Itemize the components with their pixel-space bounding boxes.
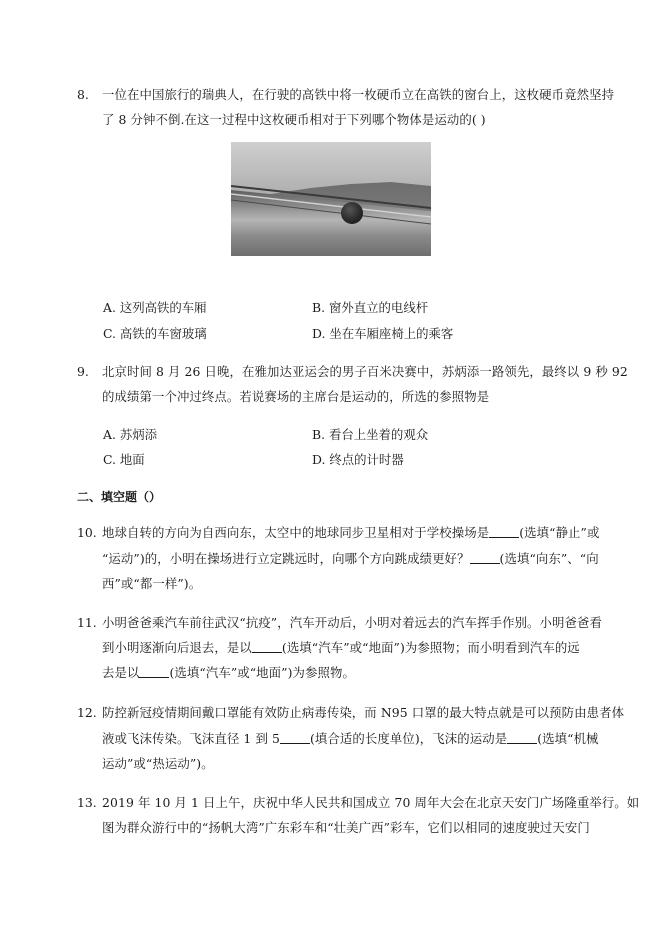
answer-blank[interactable] [280, 731, 310, 744]
q9-option-d[interactable]: D. 终点的计时器 [312, 452, 404, 467]
q8-option-d[interactable]: D. 坐在车厢座椅上的乘客 [312, 326, 454, 341]
question-number-10: 10. [77, 525, 97, 540]
answer-blank[interactable] [470, 551, 500, 564]
question-9-text-line1: 北京时间 8 月 26 日晚，在雅加达亚运会的男子百米决赛中，苏炳添一路领先，最终以 9 秒 92 [102, 364, 628, 379]
q8-option-c[interactable]: C. 高铁的车窗玻璃 [103, 326, 207, 341]
answer-blank[interactable] [139, 665, 169, 678]
question-number-9: 9. [77, 364, 89, 379]
question-13-text-line1: 2019 年 10 月 1 日上午，庆祝中华人民共和国成立 70 周年大会在北京天安门广场隆重举行。如 [102, 795, 640, 810]
q9-option-c[interactable]: C. 地面 [103, 452, 145, 467]
answer-blank[interactable] [252, 640, 282, 653]
question-8-text-line1: 一位在中国旅行的瑞典人，在行驶的高铁中将一枚硬币立在高铁的窗台上，这枚硬币竟然坚持 [102, 87, 615, 102]
question-10-text-line2: “运动”)的，小明在操场进行立定跳远时，向哪个方向跳成绩更好？ (选填“向东”、“向 [102, 551, 599, 566]
question-9-text-line2: 的成绩第一个冲过终点。若说赛场的主席台是运动的，所选的参照物是 [102, 389, 490, 404]
question-12-text-line1: 防控新冠疫情期间戴口罩能有效防止病毒传染，而 N95 口罩的最大特点就是可以预防由患者体 [102, 705, 625, 720]
photo-rail-lines [231, 142, 431, 256]
question-13-text-line2: 图为群众游行中的“扬帆大湾”广东彩车和“壮美广西”彩车，它们以相同的速度驶过天安门 [102, 820, 590, 835]
question-number-8: 8. [77, 87, 89, 102]
answer-blank[interactable] [507, 731, 537, 744]
question-12-text-line3: 运动”或“热运动”)。 [102, 756, 214, 771]
question-11-text-line2: 到小明逐渐向后退去，是以 (选填“汽车”或“地面”)为参照物；而小明看到汽车的远 [102, 640, 580, 655]
answer-blank[interactable] [489, 525, 519, 538]
question-number-13: 13. [77, 795, 97, 810]
q8-option-b[interactable]: B. 窗外直立的电线杆 [312, 300, 429, 315]
q9-option-a[interactable]: A. 苏炳添 [103, 427, 157, 442]
q8-option-a[interactable]: A. 这列高铁的车厢 [103, 300, 207, 315]
q9-option-b[interactable]: B. 看台上坐着的观众 [312, 427, 429, 442]
coin-on-train-windowsill-photo [231, 142, 431, 256]
question-number-12: 12. [77, 705, 97, 720]
question-10-text-line1: 地球自转的方向为自西向东，太空中的地球同步卫星相对于学校操场是 (选填“静止”或 [102, 525, 600, 540]
question-12-text-line2: 液或飞沫传染。飞沫直径 1 到 5 (填合适的长度单位)，飞沫的运动是 (选填“机械 [102, 731, 599, 746]
section-heading-fill-in: 二、填空题（） [77, 490, 162, 504]
question-number-11: 11. [77, 615, 97, 630]
question-8-text-line2: 了 8 分钟不倒.在这一过程中这枚硬币相对于下列哪个物体是运动的( ) [102, 112, 486, 127]
coin-icon [341, 202, 363, 224]
question-11-text-line3: 去是以 (选填“汽车”或“地面”)为参照物。 [102, 665, 355, 680]
question-10-text-line3: 西”或“都一样”)。 [102, 576, 202, 591]
question-11-text-line1: 小明爸爸乘汽车前往武汉“抗疫”，汽车开动后，小明对着远去的汽车挥手作别。小明爸爸看 [102, 615, 603, 630]
